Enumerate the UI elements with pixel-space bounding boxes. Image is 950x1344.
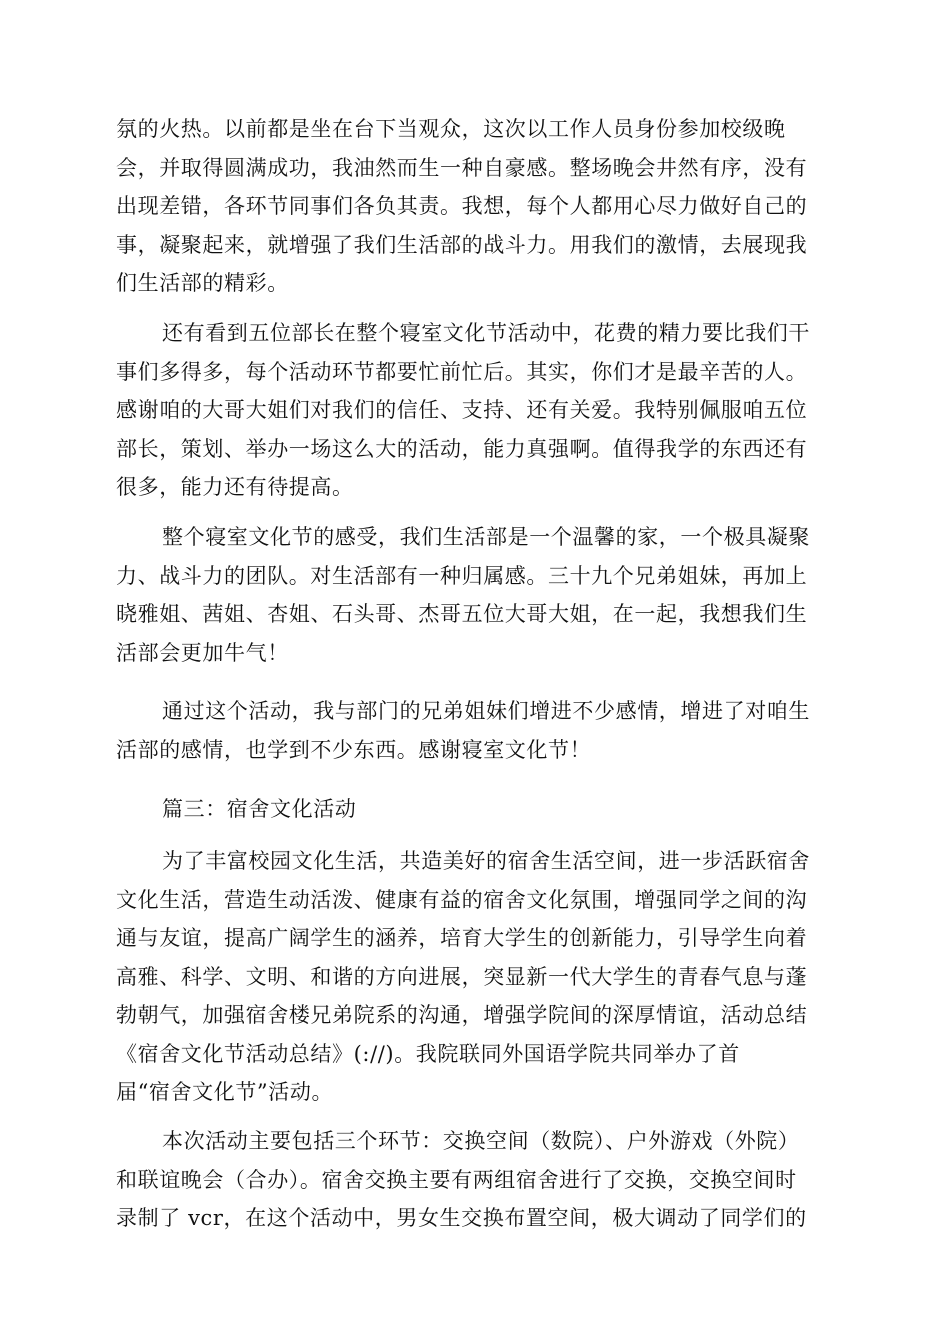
paragraph-line: 感谢咱的大哥大姐们对我们的信任、支持、还有关爱。我特别佩服咱五位 xyxy=(116,398,808,422)
paragraph-line: 力、战斗力的团队。对生活部有一种归属感。三十九个兄弟姐妹，再加上 xyxy=(116,563,808,588)
paragraph-line: 活部的感情，也学到不少东西。感谢寝室文化节！ xyxy=(116,737,592,762)
paragraph-line: 整个寝室文化节的感受，我们生活部是一个温馨的家，一个极具凝聚 xyxy=(162,525,810,549)
paragraph-3 xyxy=(116,518,834,672)
paragraph-line: 和联谊晚会（合办）。宿舍交换主要有两组宿舍进行了交换，交换空间时 xyxy=(116,1167,797,1192)
paragraph-line: 事，凝聚起来，就增强了我们生活部的战斗力。用我们的激情，去展现我 xyxy=(116,232,808,257)
paragraph-line: 勃朝气，加强宿舍楼兄弟院系的沟通，增强学院间的深厚情谊，活动总结 xyxy=(116,1003,808,1027)
paragraph-line: 本次活动主要包括三个环节：交换空间（数院）、户外游戏（外院） xyxy=(162,1129,800,1153)
paragraph-line: 为了丰富校园文化生活，共造美好的宿舍生活空间，进一步活跃宿舍 xyxy=(162,849,810,873)
paragraph-1 xyxy=(116,110,834,303)
paragraph-4 xyxy=(116,692,834,769)
paragraph-line: 事们多得多，每个活动环节都要忙前忙后。其实，你们才是最辛苦的人。 xyxy=(116,359,808,384)
paragraph-line: 文化生活，营造生动活泼、健康有益的宿舍文化氛围，增强同学之间的沟 xyxy=(116,887,808,912)
paragraph-line: 通过这个活动，我与部门的兄弟姐妹们增进不少感情，增进了对咱生 xyxy=(162,699,810,723)
paragraph-line: 氛的火热。以前都是坐在台下当观众，这次以工作人员身份参加校级晚 xyxy=(116,117,786,141)
paragraph-line: 出现差错，各环节同事们各负其责。我想，每个人都用心尽力做好自己的 xyxy=(116,194,808,218)
paragraph-line: 还有看到五位部长在整个寝室文化节活动中，花费的精力要比我们干 xyxy=(162,321,810,345)
paragraph-line: 部长，策划、举办一场这么大的活动，能力真强啊。值得我学的东西还有 xyxy=(116,436,808,461)
paragraph-line: 很多，能力还有待提高。 xyxy=(116,475,354,499)
paragraph-line: 通与友谊，提高广阔学生的涵养，培育大学生的创新能力，引导学生向着 xyxy=(116,926,808,950)
paragraph-line: 高雅、科学、文明、和谐的方向进展，突显新一代大学生的青春气息与蓬 xyxy=(116,964,808,989)
paragraph-line: 们生活部的精彩。 xyxy=(116,271,289,295)
paragraph-line: 晓雅姐、茜姐、杏姐、石头哥、杰哥五位大哥大姐，在一起，我想我们生 xyxy=(116,602,808,626)
paragraph-6 xyxy=(116,1122,834,1238)
paragraph-line: 活部会更加牛气！ xyxy=(116,640,289,665)
paragraph-2 xyxy=(116,314,834,507)
paragraph-line: 《宿舍文化节活动总结》(://)。我院联同外国语学院共同举办了首 xyxy=(116,1041,740,1066)
paragraph-line: 届“宿舍文化节”活动。 xyxy=(116,1080,334,1104)
paragraph-5 xyxy=(116,842,834,1112)
paragraph-line: 录制了 vcr，在这个活动中，男女生交换布置空间，极大调动了同学们的 xyxy=(116,1206,807,1230)
heading-line: 篇三：宿舍文化活动 xyxy=(162,797,357,821)
paragraph-line: 会，并取得圆满成功，我油然而生一种自豪感。整场晚会井然有序，没有 xyxy=(116,155,808,180)
section-heading xyxy=(116,790,834,829)
